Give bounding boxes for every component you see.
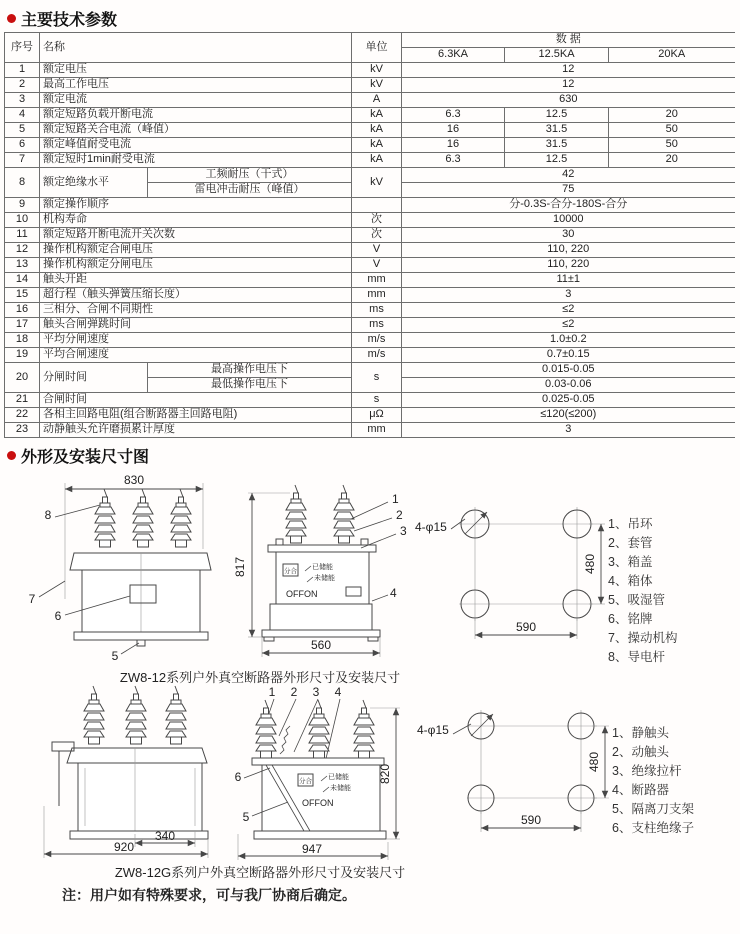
section-title: 主要技术参数 xyxy=(21,11,118,29)
callout-4: 4 xyxy=(334,685,342,699)
table-row xyxy=(5,63,735,78)
cell-unit: kA xyxy=(352,138,402,153)
zw8g-mounting-holes-drawing xyxy=(417,684,612,862)
bushing-icon xyxy=(354,700,374,758)
cell-no: 23 xyxy=(5,423,40,438)
callout-3: 3 xyxy=(312,685,320,699)
cell-subname: 最高操作电压下 xyxy=(148,363,352,378)
unstored-label: 未储能 xyxy=(330,785,351,792)
zw8-parts-legend xyxy=(608,469,738,667)
cell-unit: kA xyxy=(352,123,402,138)
cell-value: 50 xyxy=(609,138,735,153)
zw8g-side-view-drawing xyxy=(222,684,417,862)
lifting-ring xyxy=(361,539,368,545)
hole-diameter-label: 4-φ15 xyxy=(417,723,449,737)
cell-unit: ms xyxy=(352,303,402,318)
table-row xyxy=(5,303,735,318)
dimension-label: 480 xyxy=(587,751,601,773)
cell-name: 操作机构额定合闸电压 xyxy=(40,243,352,258)
header-rating: 20KA xyxy=(609,48,735,63)
legend-item: 3、箱盖 xyxy=(608,555,653,569)
cell-value: ≤120(≤200) xyxy=(402,408,735,423)
bushing-icon xyxy=(84,686,104,744)
cell-no: 20 xyxy=(5,363,40,393)
callout-6: 6 xyxy=(54,609,62,623)
cell-name: 额定绝缘水平 xyxy=(40,168,148,198)
cell-value: 11±1 xyxy=(402,273,735,288)
bushing-icon xyxy=(126,686,146,744)
callout-1: 1 xyxy=(392,492,399,506)
cell-no: 15 xyxy=(5,288,40,303)
dimension-label: 820 xyxy=(378,763,392,785)
cell-unit: 次 xyxy=(352,213,402,228)
callout-5: 5 xyxy=(242,810,250,824)
dimension-label: 590 xyxy=(515,620,537,634)
table-row xyxy=(5,393,735,408)
cell-name: 最高工作电压 xyxy=(40,78,352,93)
cell-value: 630 xyxy=(402,93,735,108)
cell-value: 20 xyxy=(609,108,735,123)
cell-unit: V xyxy=(352,243,402,258)
cell-value: 1.0±0.2 xyxy=(402,333,735,348)
table-row xyxy=(5,138,735,153)
dimension-label: 920 xyxy=(113,840,135,854)
table-row xyxy=(5,243,735,258)
cell-no: 7 xyxy=(5,153,40,168)
cell-no: 2 xyxy=(5,78,40,93)
cell-no: 14 xyxy=(5,273,40,288)
tank-cover xyxy=(67,748,207,763)
callout-8: 8 xyxy=(44,508,52,522)
cell-unit: 次 xyxy=(352,228,402,243)
cell-no: 5 xyxy=(5,123,40,138)
side-bracket xyxy=(52,742,74,751)
red-bullet-icon xyxy=(7,451,16,460)
cell-value: 110, 220 xyxy=(402,243,735,258)
lifting-ring xyxy=(276,539,283,545)
legend-item: 7、操动机构 xyxy=(608,631,678,645)
cell-value: ≤2 xyxy=(402,318,735,333)
callout-2: 2 xyxy=(396,508,403,522)
base-plate xyxy=(254,831,386,839)
callout-1: 1 xyxy=(268,685,276,699)
legend-item: 2、套管 xyxy=(608,536,653,550)
cell-name: 超行程（触头弹簧压缩长度） xyxy=(40,288,352,303)
bushing-icon xyxy=(309,700,329,758)
bushing-icon xyxy=(166,686,186,744)
bushing-icon xyxy=(334,485,354,543)
cell-unit: kA xyxy=(352,108,402,123)
cell-name: 额定电压 xyxy=(40,63,352,78)
zw8g-drawings-row xyxy=(12,684,740,862)
cell-value: 16 xyxy=(402,138,505,153)
cell-unit: kA xyxy=(352,153,402,168)
hole-diameter-label: 4-φ15 xyxy=(415,520,447,534)
zw8-drawings-row xyxy=(18,469,740,667)
cell-name: 三相分、合闸不同期性 xyxy=(40,303,352,318)
legend-item: 8、导电杆 xyxy=(608,650,665,664)
cell-name: 额定短路开断电流开关次数 xyxy=(40,228,352,243)
base-plate xyxy=(70,831,208,839)
cell-value: 0.03-0.06 xyxy=(402,378,735,393)
header-rating: 12.5KA xyxy=(505,48,609,63)
legend-item: 1、静触头 xyxy=(612,726,669,740)
cell-value: 30 xyxy=(402,228,735,243)
base-plate xyxy=(74,632,208,640)
cell-value: ≤2 xyxy=(402,303,735,318)
cell-no: 6 xyxy=(5,138,40,153)
unstored-label: 未储能 xyxy=(314,575,335,582)
zw8-caption: ZW8-12系列户外真空断路器外形尺寸及安装尺寸 xyxy=(119,670,401,685)
tank-body xyxy=(270,604,372,630)
callout-5: 5 xyxy=(111,649,119,663)
stored-label: 已储能 xyxy=(312,564,333,571)
cell-unit: kV xyxy=(352,78,402,93)
cell-no: 10 xyxy=(5,213,40,228)
cell-unit: V xyxy=(352,258,402,273)
cell-subname: 雷电冲击耐压（峰值） xyxy=(148,183,352,198)
bushing-icon xyxy=(256,700,276,758)
offon-label: OFFON xyxy=(302,798,334,808)
table-row xyxy=(5,333,735,348)
cell-no: 16 xyxy=(5,303,40,318)
cell-name: 各相主回路电阻(组合断路器主回路电阻) xyxy=(40,408,352,423)
dimension-label: 590 xyxy=(520,813,542,827)
table-header-row xyxy=(5,33,735,48)
cell-name: 机构寿命 xyxy=(40,213,352,228)
table-row xyxy=(5,198,735,213)
header-data: 数 据 xyxy=(402,33,735,48)
cell-value: 0.7±0.15 xyxy=(402,348,735,363)
header-name: 名称 xyxy=(40,33,352,63)
table-row xyxy=(5,108,735,123)
cell-name: 额定峰值耐受电流 xyxy=(40,138,352,153)
callout-6: 6 xyxy=(234,770,242,784)
cell-subname: 最低操作电压下 xyxy=(148,378,352,393)
cell-unit: s xyxy=(352,363,402,393)
cell-name: 触头开距 xyxy=(40,273,352,288)
cell-value: 75 xyxy=(402,183,735,198)
dimension-label: 830 xyxy=(123,473,145,487)
cell-value: 42 xyxy=(402,168,735,183)
cell-name: 分闸时间 xyxy=(40,363,148,393)
tank-cover xyxy=(70,553,211,570)
open-close-label: 分合 xyxy=(299,778,312,785)
cell-no: 4 xyxy=(5,108,40,123)
cell-value: 0.025-0.05 xyxy=(402,393,735,408)
cell-no: 13 xyxy=(5,258,40,273)
foot xyxy=(264,637,274,641)
legend-item: 1、吊环 xyxy=(608,517,653,531)
table-row xyxy=(5,228,735,243)
bushing-icon xyxy=(95,489,115,547)
tank-cover xyxy=(252,758,384,765)
zw8g-front-view-drawing xyxy=(12,684,222,862)
cell-value: 31.5 xyxy=(505,138,609,153)
cell-no: 22 xyxy=(5,408,40,423)
zw8-front-view-drawing xyxy=(18,469,228,667)
cell-value: 10000 xyxy=(402,213,735,228)
header-rating: 6.3KA xyxy=(402,48,505,63)
cell-unit: ms xyxy=(352,318,402,333)
zw8-side-view-drawing xyxy=(228,469,413,667)
table-row xyxy=(5,123,735,138)
cell-no: 8 xyxy=(5,168,40,198)
legend-item: 2、动触头 xyxy=(612,745,669,759)
dimension-label: 340 xyxy=(154,829,176,843)
footer-note: 注：用户如有特殊要求，可与我厂协商后确定。 xyxy=(62,887,356,903)
table-row xyxy=(5,408,735,423)
cell-value: 3 xyxy=(402,423,735,438)
table-row xyxy=(5,168,735,183)
cell-no: 9 xyxy=(5,198,40,213)
table-row xyxy=(5,363,735,378)
bushing-icon xyxy=(171,489,191,547)
cell-name: 额定短路负载开断电流 xyxy=(40,108,352,123)
cell-name: 额定电流 xyxy=(40,93,352,108)
cell-value: 16 xyxy=(402,123,505,138)
offon-label: OFFON xyxy=(286,589,318,599)
legend-item: 4、箱体 xyxy=(608,574,653,588)
cell-unit: m/s xyxy=(352,333,402,348)
cell-no: 21 xyxy=(5,393,40,408)
cell-unit: mm xyxy=(352,273,402,288)
legend-item: 6、铭牌 xyxy=(608,612,653,626)
cell-unit: A xyxy=(352,93,402,108)
cell-name: 额定操作顺序 xyxy=(40,198,352,213)
table-row xyxy=(5,213,735,228)
cell-no: 11 xyxy=(5,228,40,243)
zw8-mounting-holes-drawing xyxy=(413,469,608,667)
section-header-dimensions xyxy=(0,441,740,469)
cell-unit xyxy=(352,198,402,213)
stored-label: 已储能 xyxy=(328,774,349,781)
cell-value: 12.5 xyxy=(505,153,609,168)
callout-7: 7 xyxy=(28,592,36,606)
cell-value: 0.015-0.05 xyxy=(402,363,735,378)
cell-value: 110, 220 xyxy=(402,258,735,273)
table-row xyxy=(5,153,735,168)
cell-name: 额定短路关合电流（峰值） xyxy=(40,123,352,138)
red-bullet-icon xyxy=(7,14,16,23)
dimension-label: 560 xyxy=(310,638,332,652)
moisture-tube xyxy=(137,640,145,646)
cell-no: 18 xyxy=(5,333,40,348)
zw8g-parts-legend xyxy=(612,684,738,838)
cell-name: 动静触头允许磨损累计厚度 xyxy=(40,423,352,438)
legend-item: 3、绝缘拉杆 xyxy=(612,764,682,778)
cell-no: 17 xyxy=(5,318,40,333)
cell-name: 额定短时1min耐受电流 xyxy=(40,153,352,168)
cell-value: 6.3 xyxy=(402,108,505,123)
table-row xyxy=(5,78,735,93)
cell-value: 50 xyxy=(609,123,735,138)
section-title: 外形及安装尺寸图 xyxy=(21,448,150,466)
header-unit: 单位 xyxy=(352,33,402,63)
table-row xyxy=(5,288,735,303)
table-row xyxy=(5,273,735,288)
callout-3: 3 xyxy=(400,524,407,538)
cell-value: 12 xyxy=(402,63,735,78)
tank-cover xyxy=(268,545,376,552)
header-index: 序号 xyxy=(5,33,40,63)
cell-unit: mm xyxy=(352,423,402,438)
cell-value: 12 xyxy=(402,78,735,93)
cell-no: 1 xyxy=(5,63,40,78)
cell-no: 19 xyxy=(5,348,40,363)
dimension-label: 817 xyxy=(233,556,247,578)
dimension-label: 947 xyxy=(301,842,323,856)
cell-value: 6.3 xyxy=(402,153,505,168)
bushing-icon xyxy=(286,485,306,543)
bushing-icon xyxy=(133,489,153,547)
cell-name: 触头合闸弹跳时间 xyxy=(40,318,352,333)
legend-item: 6、支柱绝缘子 xyxy=(612,821,694,835)
foot xyxy=(368,637,378,641)
cell-value: 分-0.3S-合分-180S-合分 xyxy=(402,198,735,213)
legend-item: 5、吸湿管 xyxy=(608,593,665,607)
cell-subname: 工频耐压（干式） xyxy=(148,168,352,183)
cell-unit: kV xyxy=(352,63,402,78)
cell-value: 31.5 xyxy=(505,123,609,138)
cell-no: 12 xyxy=(5,243,40,258)
cell-unit: mm xyxy=(352,288,402,303)
cell-value: 20 xyxy=(609,153,735,168)
cell-unit: m/s xyxy=(352,348,402,363)
cell-value: 12.5 xyxy=(505,108,609,123)
cell-name: 操作机构额定分闸电压 xyxy=(40,258,352,273)
open-close-label: 分合 xyxy=(284,568,297,575)
legend-item: 5、隔离刀支架 xyxy=(612,802,694,816)
cell-name: 合闸时间 xyxy=(40,393,352,408)
table-row xyxy=(5,423,735,438)
callout-2: 2 xyxy=(290,685,298,699)
table-row xyxy=(5,318,735,333)
table-row xyxy=(5,348,735,363)
callout-4: 4 xyxy=(390,586,397,600)
zw8g-caption: ZW8-12G系列户外真空断路器外形尺寸及安装尺寸 xyxy=(114,865,406,880)
legend-item: 4、断路器 xyxy=(612,783,669,797)
cell-value: 3 xyxy=(402,288,735,303)
table-row xyxy=(5,93,735,108)
cell-unit: s xyxy=(352,393,402,408)
cell-name: 平均分闸速度 xyxy=(40,333,352,348)
parameters-table xyxy=(4,32,735,438)
table-row xyxy=(5,258,735,273)
dimension-label: 480 xyxy=(583,553,597,575)
cell-no: 3 xyxy=(5,93,40,108)
section-header-params xyxy=(0,4,740,32)
tank-body xyxy=(78,763,202,831)
cell-name: 平均合闸速度 xyxy=(40,348,352,363)
cell-unit: kV xyxy=(352,168,402,198)
cell-unit: μΩ xyxy=(352,408,402,423)
base-plate xyxy=(262,630,380,637)
